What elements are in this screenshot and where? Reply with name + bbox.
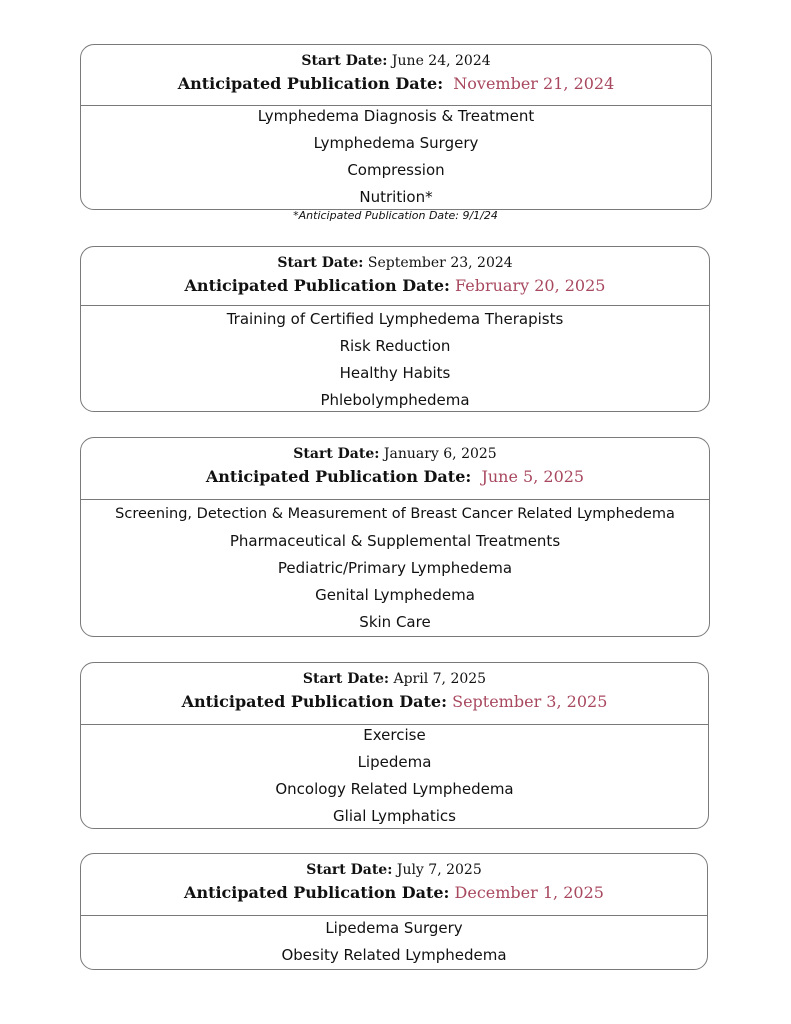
topic-list bbox=[81, 103, 711, 211]
start-date-value: January 6, 2025 bbox=[383, 446, 497, 462]
publication-date-line bbox=[81, 881, 707, 905]
start-date-value: September 23, 2024 bbox=[367, 255, 513, 271]
topic-item: Screening, Detection & Measurement of Breast Cancer Related Lymphedema bbox=[115, 506, 675, 522]
cohort-card-5 bbox=[80, 853, 708, 970]
cohort-card-1 bbox=[80, 44, 712, 210]
start-date-line bbox=[81, 859, 707, 881]
topic-item: Obesity Related Lymphedema bbox=[281, 946, 507, 964]
start-date-label: Start Date: bbox=[293, 446, 380, 462]
topic-list bbox=[81, 501, 709, 636]
topic-item: Phlebolymphedema bbox=[320, 391, 470, 409]
topic-item: Lipedema bbox=[357, 753, 432, 771]
start-date-line bbox=[81, 50, 711, 72]
publication-date-line bbox=[81, 465, 709, 489]
start-date-line bbox=[81, 668, 708, 690]
publication-date-value: December 1, 2025 bbox=[454, 883, 604, 902]
cohort-card-4 bbox=[80, 662, 709, 829]
topic-item: Nutrition* bbox=[359, 188, 433, 206]
topic-item: Exercise bbox=[363, 726, 426, 744]
topic-list bbox=[81, 722, 708, 830]
publication-date-line bbox=[81, 72, 711, 96]
topic-item: Healthy Habits bbox=[339, 364, 451, 382]
start-date-label: Start Date: bbox=[301, 53, 388, 69]
topic-item: Skin Care bbox=[359, 613, 431, 631]
cohort-header bbox=[81, 247, 709, 306]
start-date-label: Start Date: bbox=[277, 255, 364, 271]
publication-date-value: February 20, 2025 bbox=[455, 276, 606, 295]
topic-list bbox=[81, 306, 709, 414]
publication-date-value: June 5, 2025 bbox=[481, 467, 585, 486]
publication-date-label: Anticipated Publication Date: bbox=[184, 276, 450, 295]
start-date-value: July 7, 2025 bbox=[396, 862, 482, 878]
topic-item: Lipedema Surgery bbox=[325, 919, 463, 937]
start-date-label: Start Date: bbox=[302, 671, 390, 687]
topic-item: Lymphedema Diagnosis & Treatment bbox=[257, 107, 535, 125]
start-date-line bbox=[81, 252, 709, 274]
topic-item: Risk Reduction bbox=[339, 337, 451, 355]
publication-date-label: Anticipated Publication Date: bbox=[205, 467, 472, 486]
topic-item: Pediatric/Primary Lymphedema bbox=[277, 559, 513, 577]
topic-item: Glial Lymphatics bbox=[333, 807, 456, 825]
publication-date-label: Anticipated Publication Date: bbox=[177, 74, 444, 93]
start-date-value: April 7, 2025 bbox=[393, 671, 487, 687]
publication-date-line bbox=[81, 274, 709, 298]
cohort-header bbox=[81, 854, 707, 916]
publication-date-label: Anticipated Publication Date: bbox=[181, 692, 448, 711]
cohort-card-3 bbox=[80, 437, 710, 637]
topic-item: Lymphedema Surgery bbox=[313, 134, 479, 152]
topic-item: Genital Lymphedema bbox=[315, 586, 475, 604]
footnote: *Anticipated Publication Date: 9/1/24 bbox=[293, 209, 498, 222]
publication-date-label: Anticipated Publication Date: bbox=[184, 883, 450, 902]
start-date-label: Start Date: bbox=[306, 862, 393, 878]
topic-item: Training of Certified Lymphedema Therapists bbox=[226, 310, 564, 328]
topic-item: Compression bbox=[347, 161, 445, 179]
publication-date-value: September 3, 2025 bbox=[452, 692, 608, 711]
cohort-header bbox=[81, 438, 709, 500]
cohort-header bbox=[81, 45, 711, 106]
publication-date-value: November 21, 2024 bbox=[453, 74, 615, 93]
topic-item: Oncology Related Lymphedema bbox=[275, 780, 514, 798]
topic-list bbox=[81, 915, 707, 969]
cohort-header bbox=[81, 663, 708, 725]
topic-item: Pharmaceutical & Supplemental Treatments bbox=[229, 532, 561, 550]
publication-date-line bbox=[81, 690, 708, 714]
start-date-line bbox=[81, 443, 709, 465]
start-date-value: June 24, 2024 bbox=[391, 53, 491, 69]
cohort-card-2 bbox=[80, 246, 710, 412]
